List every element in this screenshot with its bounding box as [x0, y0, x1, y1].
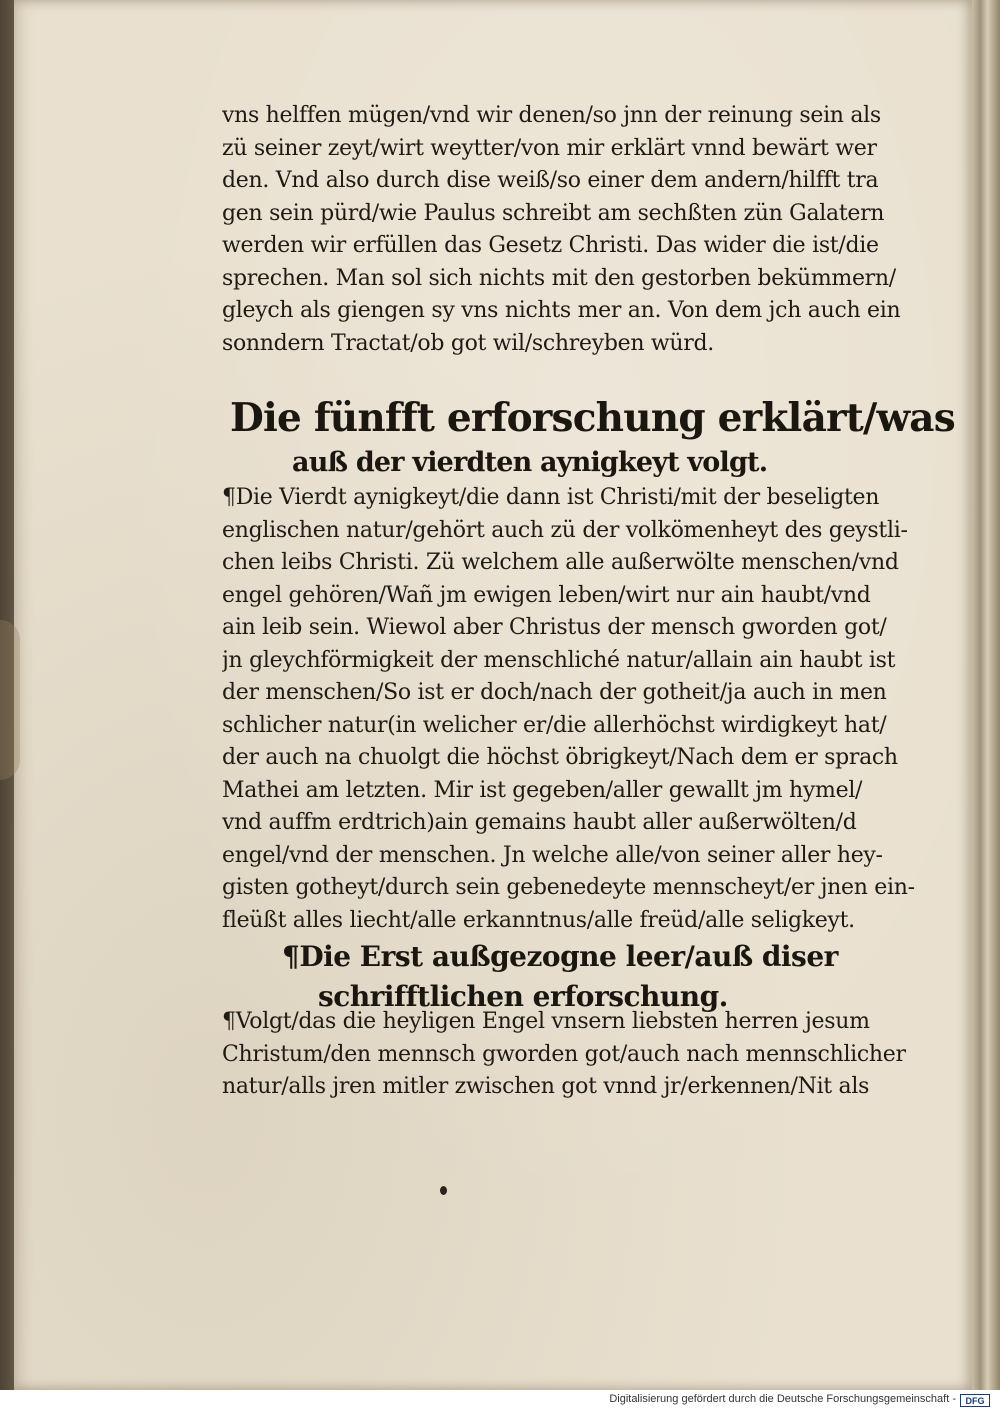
section-heading-fifth-inquiry	[230, 393, 955, 483]
text-line: zü seiner zeyt/wirt weytter/von mir erklärt vnnd bewärt wer	[222, 135, 877, 161]
text-line: englischen natur/gehört auch zü der volkömenheyt des geystli-	[222, 517, 908, 543]
text-line: ¶Die Vierdt aynigkeyt/die dann ist Christi/mit der beseligten	[222, 485, 880, 510]
text-line: engel gehören/Wañ jm ewigen leben/wirt nur ain haubt/vnd	[222, 582, 871, 608]
heading-line: Die fünfft erforschung erklärt/was	[230, 395, 955, 441]
page-stack-edge	[972, 0, 1000, 1390]
text-line: ¶Volgt/das die heyligen Engel vnsern liebsten herren jesum	[222, 1009, 870, 1034]
text-block-bottom	[222, 1006, 932, 1104]
text-line: schlicher natur(in welicher er/die allerhöchst wirdigkeyt hat/	[222, 712, 887, 738]
text-line: der auch na chuolgt die höchst öbrigkeyt/Nach dem er sprach	[222, 745, 898, 770]
text-line: vns helffen mügen/vnd wir denen/so jnn der reinung sein als	[222, 103, 881, 128]
heading-line: ¶Die Erst außgezogne leer/auß diser	[282, 940, 838, 973]
text-block-top	[222, 100, 922, 360]
text-line: sprechen. Man sol sich nichts mit den gestorben bekümmern/	[222, 265, 896, 291]
ink-dot	[440, 1186, 447, 1195]
text-line: vnd auffm erdtrich)ain gemains haubt aller außerwölten/d	[222, 810, 857, 835]
text-line: gleych als giengen sy vns nichts mer an. Von dem jch auch ein	[222, 298, 901, 323]
footer-credit: Digitalisierung gefördert durch die Deutsche Forschungsgemeinschaft -	[609, 1393, 956, 1405]
text-line: werden wir erfüllen das Gesetz Christi. Das wider die ist/die	[222, 233, 879, 258]
text-line: ain leib sein. Wiewol aber Christus der mensch gworden got/	[222, 615, 887, 640]
text-block-middle	[222, 482, 932, 937]
heading-line: auß der vierdten aynigkeyt volgt.	[292, 447, 768, 478]
text-line: Christum/den mennsch gworden got/auch nach mennschlicher	[222, 1041, 906, 1067]
text-line: chen leibs Christi. Zü welchem alle außerwölte menschen/vnd	[222, 550, 899, 575]
heading-line: schrifftlichen erforschung.	[318, 980, 728, 1013]
text-line: engel/vnd der menschen. Jn welche alle/von seiner aller hey-	[222, 842, 883, 868]
text-line: natur/alls jren mitler zwischen got vnnd jr/erkennen/Nit als	[222, 1074, 870, 1099]
text-line: der menschen/So ist er doch/nach der gotheit/ja auch in men	[222, 680, 887, 705]
text-line: gisten gotheyt/durch sein gebenedeyte mennscheyt/er jnen ein-	[222, 875, 915, 900]
text-line: jn gleychförmigkeit der menschliché natur/allain ain haubt ist	[222, 647, 896, 673]
text-line: sonndern Tractat/ob got wil/schreyben würd.	[222, 330, 714, 356]
dfg-logo: DFG	[960, 1394, 990, 1407]
text-line: gen sein pürd/wie Paulus schreibt am sechßten zün Galatern	[222, 200, 885, 226]
section-heading-first-teaching	[282, 937, 922, 1017]
text-line: den. Vnd also durch dise weiß/so einer dem andern/hilfft tra	[222, 168, 879, 193]
text-line: Mathei am letzten. Mir ist gegeben/aller gewallt jm hymel/	[222, 777, 863, 803]
text-line: fleüßt alles liecht/alle erkanntnus/alle freüd/alle seligkeyt.	[222, 907, 855, 933]
footer-bar	[0, 1390, 1000, 1412]
binding-shadow	[0, 620, 20, 780]
